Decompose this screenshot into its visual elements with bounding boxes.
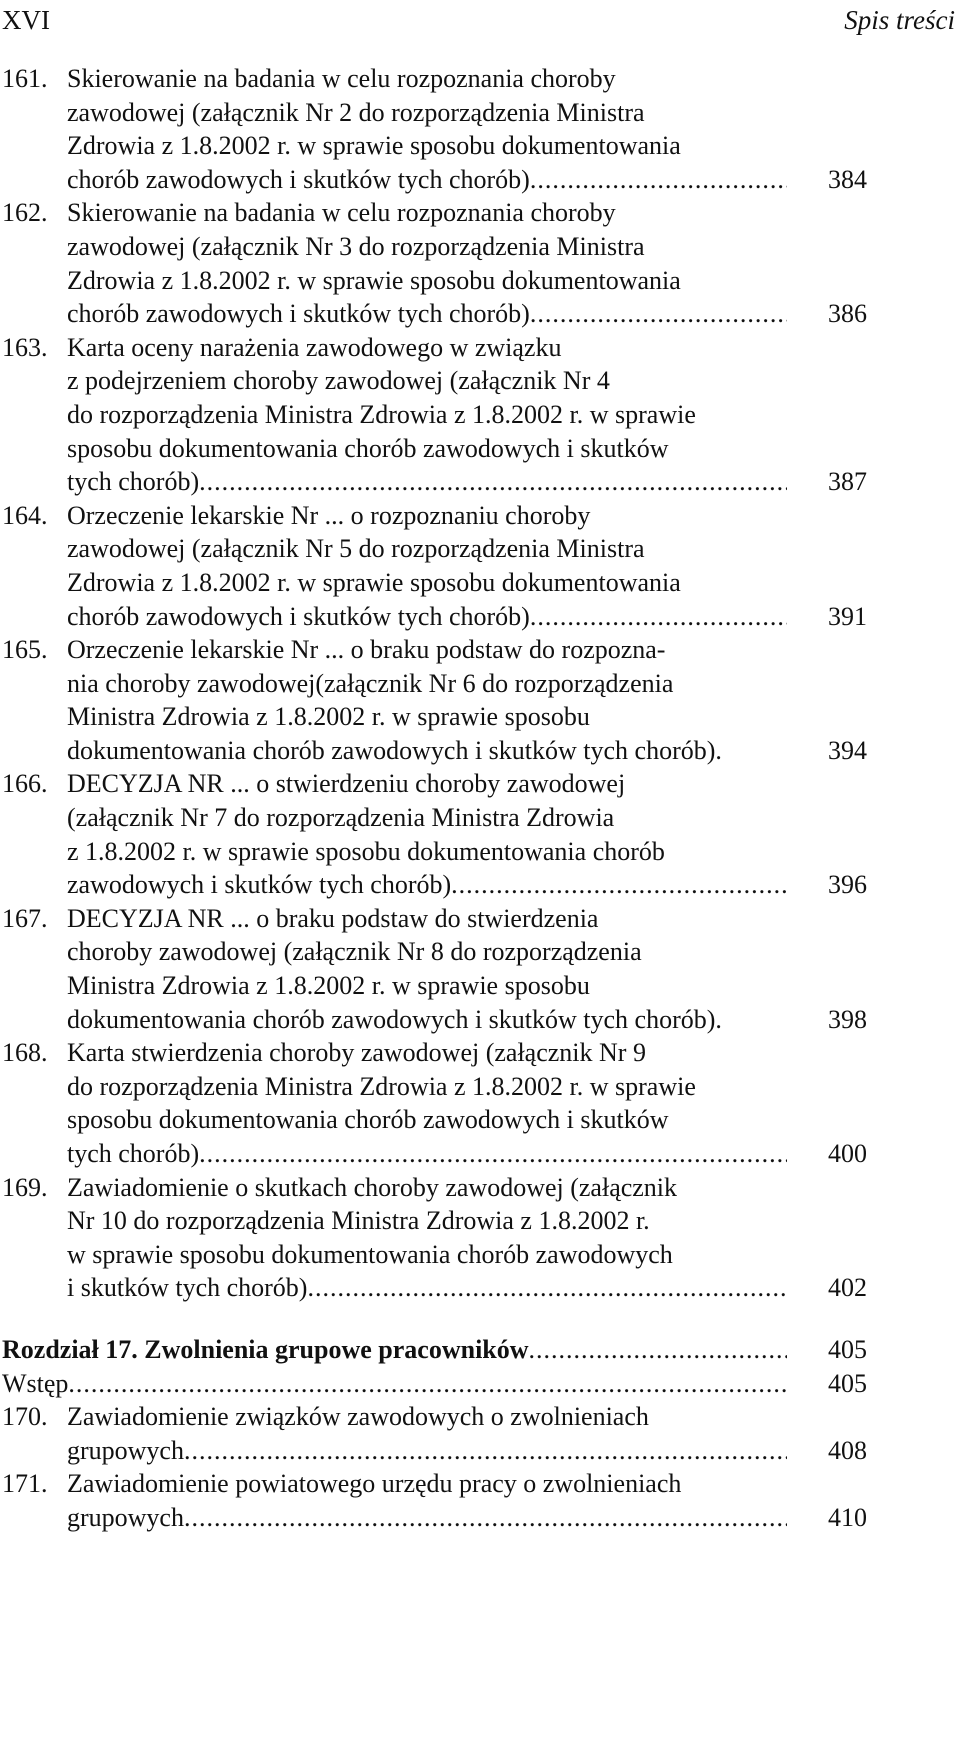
- entry-line: Orzeczenie lekarskie Nr ... o braku podstaw do rozpozna-: [67, 635, 666, 665]
- toc-entry: [0, 1400, 960, 1467]
- entry-number: 162.: [2, 198, 48, 228]
- entry-number: 165.: [2, 635, 48, 665]
- entry-number: 167.: [2, 903, 48, 933]
- page-ref: 394: [828, 735, 867, 765]
- entry-line: Zdrowia z 1.8.2002 r. w sprawie sposobu dokumentowania: [67, 265, 681, 295]
- entry-line: Karta stwierdzenia choroby zawodowej (załącznik Nr 9: [67, 1038, 646, 1068]
- page-ref: 408: [828, 1435, 867, 1465]
- entry-number: 169.: [2, 1172, 48, 1202]
- intro-title: Wstęp: [2, 1368, 69, 1398]
- entry-line: Zawiadomienie związków zawodowych o zwolnieniach: [67, 1402, 649, 1432]
- entry-number: 171.: [2, 1469, 48, 1499]
- entry-line: zawodowej (załącznik Nr 5 do rozporządzenia Ministra: [67, 534, 645, 564]
- running-head: Spis treści: [844, 5, 955, 35]
- toc-entry: [0, 767, 960, 901]
- entry-line: Zawiadomienie o skutkach choroby zawodowej (załącznik: [67, 1172, 678, 1202]
- intro-line: [2, 1367, 867, 1401]
- dot-leader: [307, 1271, 787, 1305]
- entry-line: chorób zawodowych i skutków tych chorób): [67, 601, 530, 631]
- dot-leader: [199, 465, 787, 499]
- entry-last-line: [67, 868, 867, 902]
- dot-leader: [451, 868, 787, 902]
- entry-last-line: [67, 163, 867, 197]
- page-ref: 387: [828, 467, 867, 497]
- entry-line: Zawiadomienie powiatowego urzędu pracy o zwolnieniach: [67, 1469, 682, 1499]
- entry-last-line: [67, 1501, 867, 1535]
- entry-number: 170.: [2, 1402, 48, 1432]
- intro-entry: [0, 1367, 960, 1401]
- page-ref: 398: [828, 1004, 867, 1034]
- page-number: XVI: [2, 5, 50, 35]
- toc-entry: [0, 196, 960, 330]
- entry-last-line: [67, 1003, 867, 1037]
- chapter-entry: [0, 1333, 960, 1367]
- entry-line: chorób zawodowych i skutków tych chorób): [67, 164, 530, 194]
- entry-line: Ministra Zdrowia z 1.8.2002 r. w sprawie sposobu: [67, 702, 590, 732]
- entry-number: 166.: [2, 769, 48, 799]
- entry-last-line: [67, 465, 867, 499]
- entry-line: Zdrowia z 1.8.2002 r. w sprawie sposobu dokumentowania: [67, 131, 681, 161]
- toc-entry: [0, 331, 960, 499]
- entry-number: 168.: [2, 1038, 48, 1068]
- entry-line: zawodowych i skutków tych chorób): [67, 870, 452, 900]
- dot-leader: [184, 1434, 787, 1468]
- entry-line: Karta oceny narażenia zawodowego w związku: [67, 332, 562, 362]
- dot-leader: [529, 1333, 787, 1367]
- entry-line: dokumentowania chorób zawodowych i skutków tych chorób).: [67, 735, 722, 765]
- entry-number: 161.: [2, 64, 48, 93]
- entry-line: Skierowanie na badania w celu rozpoznania choroby: [67, 198, 616, 228]
- chapter-line: [2, 1333, 867, 1367]
- entry-line: DECYZJA NR ... o braku podstaw do stwierdzenia: [67, 903, 599, 933]
- entry-line: dokumentowania chorób zawodowych i skutków tych chorób).: [67, 1004, 722, 1034]
- entry-number: 164.: [2, 500, 48, 530]
- entry-last-line: [67, 1137, 867, 1171]
- toc-entry: [0, 902, 960, 1036]
- entry-line: tych chorób): [67, 1139, 200, 1168]
- toc-entry: [0, 499, 960, 633]
- entry-number: 163.: [2, 332, 48, 362]
- entry-line: choroby zawodowej (załącznik Nr 8 do rozporządzenia: [67, 937, 642, 967]
- entry-line: DECYZJA NR ... o stwierdzeniu choroby zawodowej: [67, 769, 626, 799]
- entry-line: Zdrowia z 1.8.2002 r. w sprawie sposobu dokumentowania: [67, 567, 681, 597]
- entry-line: grupowych: [67, 1435, 184, 1465]
- page-header: [0, 0, 960, 44]
- entry-last-line: [67, 1434, 867, 1468]
- entry-line: Ministra Zdrowia z 1.8.2002 r. w sprawie sposobu: [67, 971, 590, 1001]
- page-ref: 386: [828, 299, 867, 329]
- entry-last-line: [67, 734, 867, 768]
- page-ref: 396: [828, 870, 867, 900]
- page-ref: 410: [828, 1502, 867, 1532]
- entry-line: zawodowej (załącznik Nr 2 do rozporządzenia Ministra: [67, 97, 645, 127]
- page-ref: 384: [828, 164, 867, 194]
- toc-entry: [0, 1171, 960, 1305]
- entry-line: tych chorób): [67, 467, 200, 497]
- entry-last-line: [67, 1271, 867, 1305]
- entry-line: Orzeczenie lekarskie Nr ... o rozpoznaniu choroby: [67, 500, 591, 530]
- entry-line: sposobu dokumentowania chorób zawodowych i skutków: [67, 433, 669, 463]
- page-ref: 400: [828, 1139, 867, 1168]
- page-ref: 405: [828, 1368, 867, 1398]
- entry-line: do rozporządzenia Ministra Zdrowia z 1.8.2002 r. w sprawie: [67, 399, 696, 429]
- entry-last-line: [67, 297, 867, 331]
- entry-line: sposobu dokumentowania chorób zawodowych i skutków: [67, 1105, 669, 1135]
- entry-line: z podejrzeniem choroby zawodowej (załącznik Nr 4: [67, 366, 610, 396]
- page-ref: 391: [828, 601, 867, 631]
- dot-leader: [530, 163, 787, 197]
- entry-line: chorób zawodowych i skutków tych chorób): [67, 299, 530, 329]
- entry-line: zawodowej (załącznik Nr 3 do rozporządzenia Ministra: [67, 231, 645, 261]
- table-of-contents: [0, 62, 960, 1535]
- entry-line: Skierowanie na badania w celu rozpoznania choroby: [67, 64, 616, 93]
- entry-line: z 1.8.2002 r. w sprawie sposobu dokumentowania chorób: [67, 836, 665, 866]
- toc-entry: [0, 1036, 960, 1170]
- entry-line: grupowych: [67, 1502, 184, 1532]
- toc-entry: [0, 633, 960, 767]
- dot-leader: [530, 297, 787, 331]
- section-gap: [0, 1305, 960, 1333]
- page-ref: 402: [828, 1273, 867, 1303]
- entry-line: w sprawie sposobu dokumentowania chorób zawodowych: [67, 1239, 673, 1269]
- dot-leader: [530, 600, 787, 634]
- entry-line: Nr 10 do rozporządzenia Ministra Zdrowia z 1.8.2002 r.: [67, 1206, 650, 1236]
- page-ref: 405: [828, 1334, 867, 1364]
- toc-entry: [0, 1467, 960, 1534]
- chapter-title: Rozdział 17. Zwolnienia grupowe pracowników: [2, 1334, 529, 1364]
- dot-leader: [199, 1137, 787, 1171]
- dot-leader: [184, 1501, 787, 1535]
- toc-entry: [0, 62, 960, 196]
- entry-line: do rozporządzenia Ministra Zdrowia z 1.8.2002 r. w sprawie: [67, 1071, 696, 1101]
- dot-leader: [68, 1367, 787, 1401]
- entry-line: nia choroby zawodowej(załącznik Nr 6 do rozporządzenia: [67, 668, 674, 698]
- entry-line: (załącznik Nr 7 do rozporządzenia Ministra Zdrowia: [67, 803, 615, 833]
- entry-last-line: [67, 600, 867, 634]
- entry-line: i skutków tych chorób): [67, 1273, 308, 1303]
